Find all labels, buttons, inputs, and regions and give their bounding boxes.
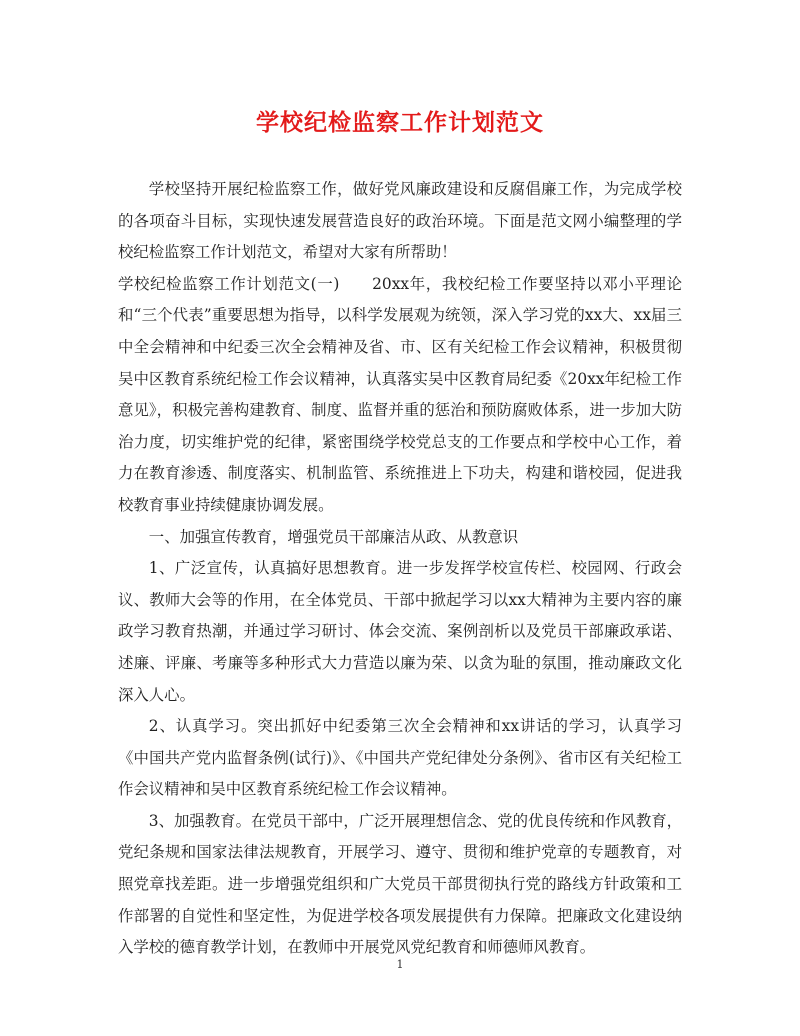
item-2-paragraph: 2、认真学习。突出抓好中纪委第三次全会精神和xx讲话的学习，认真学习《中国共产党内监督条例(试行)》、《中国共产党纪律处分条例》、省市区有关纪检工作会议精神和吴中区教育系统纪检工作会议精神。	[118, 717, 682, 799]
item-1-paragraph: 1、广泛宣传，认真搞好思想教育。进一步发挥学校宣传栏、校园网、行政会议、教师大会等的作用，在全体党员、干部中掀起学习以xx大精神为主要内容的廉政学习教育热潮，并通过学习研讨、体会交流、案例剖析以及党员干部廉政承诺、述廉、评廉、考廉等多种形式大力营造以廉为荣、以贪为耻的氛围，推动廉政文化深入人心。	[118, 559, 682, 704]
intro-paragraph: 学校坚持开展纪检监察工作，做好党风廉政建设和反腐倡廉工作，为完成学校的各项奋斗目标，实现快速发展营造良好的政治环境。下面是范文网小编整理的学校纪检监察工作计划范文，希望对大家有所帮助！	[118, 180, 682, 262]
plan-overview-paragraph: 学校纪检监察工作计划范文(一) 20xx年，我校纪检工作要坚持以邓小平理论和“三个代表”重要思想为指导，以科学发展观为统领，深入学习党的xx大、xx届三中全会精神和中纪委三次全会精神及省、市、区有关纪检工作会议精神，积极贯彻吴中区教育系统纪检工作会议精神，认真落实吴中区教育局纪委《20xx年纪检工作意见》，积极完善构建教育、制度、监督并重的惩治和预防腐败体系，进一步加大防治力度，切实维护党的纪律，紧密围绕学校党总支的工作要点和学校中心工作，着力在教育渗透、制度落实、机制监管、系统推进上下功夫，构建和谐校园，促进我校教育事业持续健康协调发展。	[118, 274, 682, 514]
section-heading: 一、加强宣传教育，增强党员干部廉洁从政、从教意识	[148, 527, 519, 546]
item-3-paragraph: 3、加强教育。在党员干部中，广泛开展理想信念、党的优良传统和作风教育，党纪条规和国家法律法规教育，开展学习、遵守、贯彻和维护党章的专题教育，对照党章找差距。进一步增强党组织和广大党员干部贯彻执行党的路线方针政策和工作部署的自觉性和坚定性，为促进学校各项发展提供有力保障。把廉政文化建设纳入学校的德育教学计划，在教师中开展党风党纪教育和师德师风教育。	[118, 811, 682, 957]
document-body	[118, 174, 682, 964]
page-number: 1	[396, 958, 404, 971]
document-title: 学校纪检监察工作计划范文	[256, 109, 544, 136]
